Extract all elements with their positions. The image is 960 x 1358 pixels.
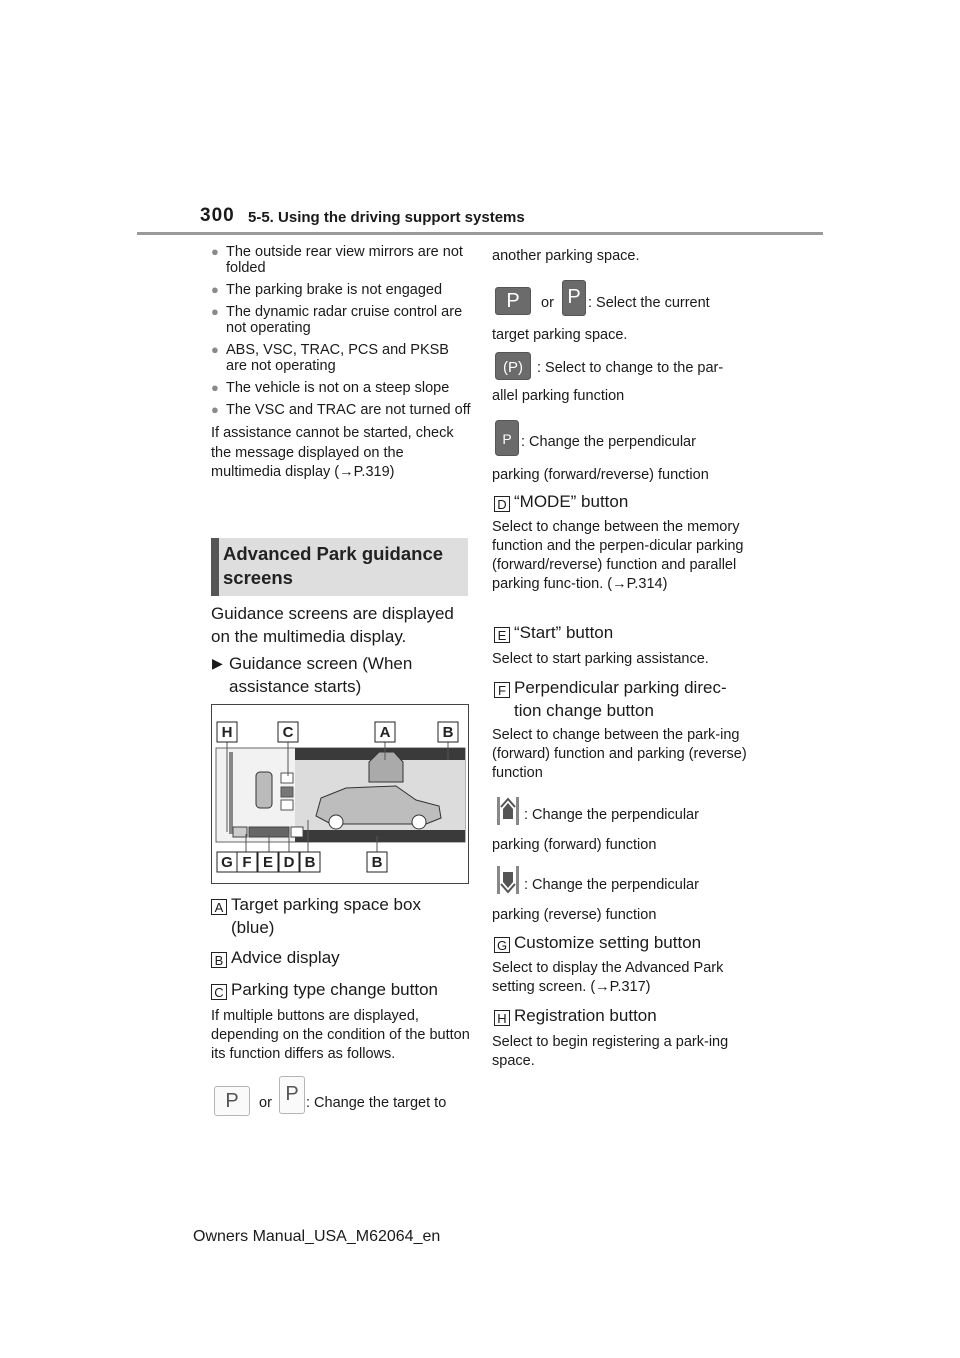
svg-text:P: P	[502, 431, 512, 447]
key-b	[211, 946, 469, 969]
section-heading: Advanced Park guidance screens	[223, 543, 444, 588]
key-letter: H	[494, 1010, 510, 1026]
key-letter: D	[494, 496, 510, 512]
p-button-selected-icon: P	[495, 287, 531, 315]
diagram-label-g: G	[221, 854, 233, 871]
diagram-label-b: B	[304, 854, 316, 871]
key-g-desc: Select to display the Advanced Park setting screen. (→P.317)	[492, 960, 724, 995]
diagram-label-b: B	[371, 854, 383, 871]
key-letter: C	[211, 984, 227, 1000]
diagram-label-f: F	[242, 854, 252, 871]
or-text: or	[541, 295, 554, 311]
triangle-icon: ▶	[212, 655, 223, 671]
key-f	[494, 676, 756, 722]
diagram-label-b: B	[442, 724, 454, 741]
key-text: Advice display	[231, 948, 340, 967]
key-text: Target parking space box (blue)	[231, 895, 421, 937]
key-c	[211, 978, 469, 1001]
c-description: If multiple buttons are displayed, depending on the condition of the button its function differs as follows.	[211, 1008, 470, 1062]
heading-bar	[211, 538, 219, 596]
key-d-desc: Select to change between the memory function and the perpen-dicular parking (forward/reverse) function and parallel parking func-tion. (→P.314)	[492, 519, 744, 592]
parallel-desc-1: : Select to change to the par-	[537, 360, 724, 376]
intro-text: Guidance screens are displayed on the multimedia display.	[211, 604, 454, 646]
key-letter: G	[494, 937, 510, 953]
key-e-desc: Select to start parking assistance.	[492, 651, 709, 667]
bullet-item: ● The parking brake is not engaged	[211, 282, 473, 298]
fwd-desc-1: : Change the perpendicular	[524, 807, 699, 823]
bullet-list	[211, 244, 473, 483]
diagram-label-h: H	[221, 724, 233, 741]
bullet-item: ● The VSC and TRAC are not turned off	[211, 402, 473, 418]
key-title: Registration button	[514, 1006, 657, 1025]
bullet-item: ● The dynamic radar cruise control are not operating	[211, 304, 473, 336]
header-rule	[137, 232, 823, 235]
footer-text: Owners Manual_USA_M62064_en	[193, 1228, 441, 1245]
key-g	[494, 931, 756, 954]
key-title: “Start” button	[514, 623, 614, 642]
page-number: 300	[200, 205, 235, 226]
key-h-desc: Select to begin registering a park-ing space.	[492, 1034, 729, 1069]
key-title: “MODE” button	[514, 492, 629, 511]
reverse-parking-icon	[495, 864, 521, 896]
perpendicular-parking-icon	[495, 420, 519, 456]
key-title: Perpendicular parking direc-tion change button	[514, 678, 727, 720]
select-desc-2: target parking space.	[492, 327, 628, 343]
key-text: Parking type change button	[231, 980, 438, 999]
key-letter: A	[211, 899, 227, 915]
perp-desc-2: parking (forward/reverse) function	[492, 467, 709, 483]
key-d	[494, 490, 756, 513]
perp-desc-1: : Change the perpendicular	[521, 434, 696, 450]
select-desc-1: : Select the current	[588, 295, 710, 311]
bullet-item: ● The outside rear view mirrors are not folded	[211, 244, 473, 276]
key-e	[494, 621, 756, 644]
subheading-text: Guidance screen (When assistance starts)	[229, 654, 413, 696]
section-heading-box	[211, 538, 468, 596]
p-left-desc: : Change the target to	[306, 1095, 447, 1111]
p-button-tall-icon: P	[279, 1076, 305, 1114]
diagram-label-c: C	[282, 724, 294, 741]
guidance-screen-diagram	[211, 704, 469, 884]
p-button-tall-selected-icon: P	[562, 280, 586, 316]
diagram-label-d: D	[283, 854, 295, 871]
svg-text:(P): (P)	[503, 359, 523, 376]
p-button-icon: P	[214, 1086, 250, 1116]
rev-desc-1: : Change the perpendicular	[524, 877, 699, 893]
bullet-item: ● The vehicle is not on a steep slope	[211, 380, 473, 396]
fwd-desc-2: parking (forward) function	[492, 837, 657, 853]
parallel-parking-icon	[495, 352, 531, 380]
subheading	[211, 652, 469, 698]
p-right-cont: another parking space.	[492, 248, 640, 264]
forward-parking-icon	[495, 795, 521, 827]
section-title: 5-5. Using the driving support systems	[248, 209, 525, 226]
key-a	[211, 893, 469, 939]
key-letter: E	[494, 627, 510, 643]
key-title: Customize setting button	[514, 933, 702, 952]
or-text: or	[259, 1095, 272, 1111]
diagram-label-e: E	[262, 854, 274, 871]
key-letter: F	[494, 682, 510, 698]
key-letter: B	[211, 952, 227, 968]
rev-desc-2: parking (reverse) function	[492, 907, 657, 923]
parallel-desc-2: allel parking function	[492, 388, 625, 404]
bullet-item: ● ABS, VSC, TRAC, PCS and PKSB are not operating	[211, 342, 473, 374]
key-f-desc: Select to change between the park-ing (forward) function and parking (reverse) function	[492, 727, 747, 781]
diagram-label-a: A	[379, 724, 391, 741]
assist-note: If assistance cannot be started, check the message displayed on the multimedia display (→P.319)	[211, 425, 454, 480]
key-h	[494, 1004, 756, 1027]
